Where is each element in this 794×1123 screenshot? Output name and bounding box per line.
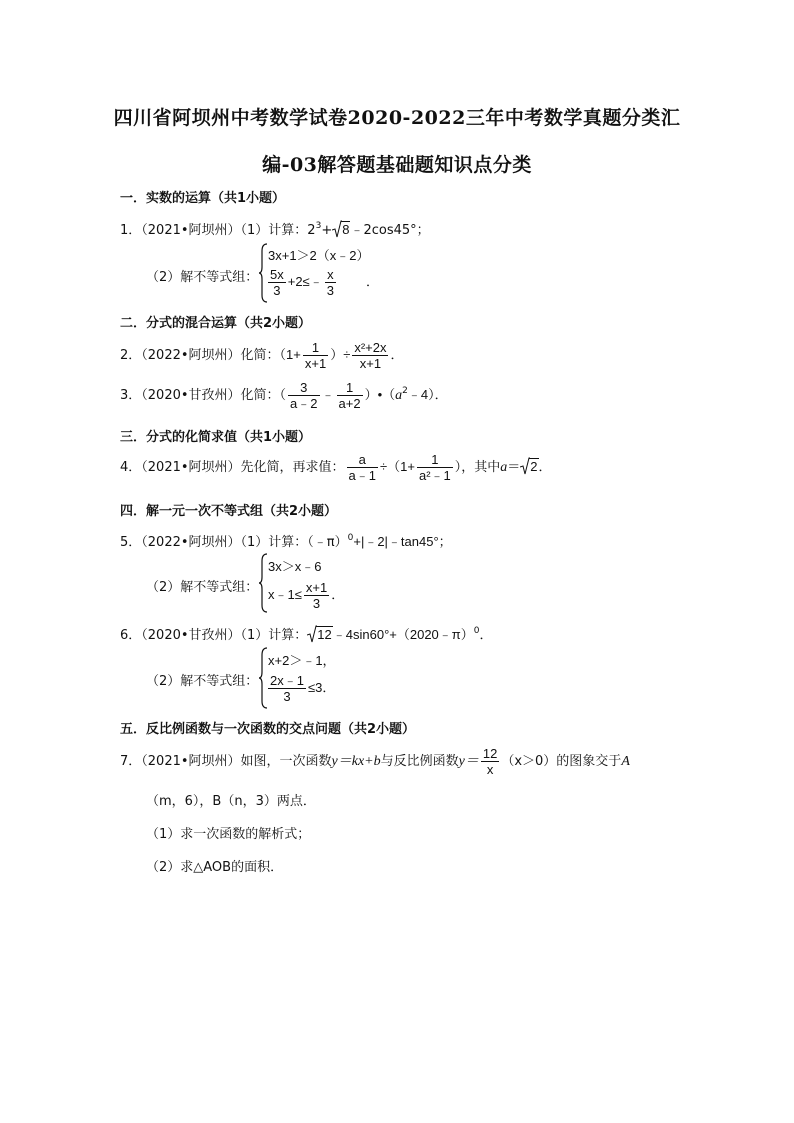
fraction-numerator: a <box>347 452 378 468</box>
question-4-divide: ÷（1+ <box>380 459 415 474</box>
question-6-exponent: 0 <box>473 626 480 636</box>
fraction-numerator: 2x﹣1 <box>270 673 304 688</box>
fraction-denominator: a﹣1 <box>348 468 376 483</box>
question-1-row-2-mid: +2≤﹣ <box>287 273 323 289</box>
section-heading-2: 二．分式的混合运算（共2小题） <box>120 316 312 331</box>
fraction <box>304 580 329 611</box>
fraction-denominator: a+2 <box>338 396 361 411</box>
question-7-points: （m，6），B（n，3）两点． <box>146 794 316 809</box>
question-4-prefix: 4．（2021•阿坝州）先化简，再求值： <box>120 460 345 475</box>
question-6-system-row-1: x+2＞﹣1， <box>268 653 336 668</box>
question-6-system-row-2 <box>266 673 335 704</box>
question-1-radicand: 8 <box>342 222 350 237</box>
fraction-denominator: x <box>486 762 494 777</box>
question-6-inequality-system <box>258 647 398 709</box>
fraction <box>337 380 363 411</box>
sqrt-symbol <box>520 458 538 475</box>
question-1-exponent: 3 <box>315 221 322 231</box>
fraction-denominator: x+1 <box>359 356 382 371</box>
question-5-system-row-2 <box>268 580 344 611</box>
question-2-end: ． <box>390 348 404 363</box>
document-title-line-1: 四川省阿坝州中考数学试卷2020-2022三年中考数学真题分类汇 <box>113 107 681 129</box>
question-7-sub-question-2: （2）求△AOB的面积． <box>146 860 284 875</box>
fraction-numerator: 5x <box>270 267 284 282</box>
document-title-line-2: 编-03解答题基础题知识点分类 <box>262 154 532 176</box>
question-7-prefix: 7．（2021•阿坝州）如图，一次函数 <box>120 754 332 769</box>
question-7-tail: 的图象交于 <box>556 754 622 769</box>
question-7-middle-text: 与反比例函数 <box>380 754 459 769</box>
question-7-condition: （x＞0） <box>501 754 557 769</box>
fraction <box>347 452 378 483</box>
question-2-paren-open: （1+ <box>279 347 301 362</box>
question-4-end: ． <box>538 460 552 475</box>
brace-icon <box>258 553 268 613</box>
question-1-system-row-2 <box>266 267 379 298</box>
question-7-linear-function: y＝kx+b <box>331 754 381 769</box>
fraction <box>352 340 388 371</box>
question-3-exponent: 2 <box>402 386 408 396</box>
question-1-part-2-label: （2）解不等式组： <box>146 270 259 285</box>
fraction-numerator: 1 <box>303 340 328 356</box>
question-1-system-row-1: 3x+1＞2（x﹣2） <box>268 248 370 263</box>
fraction-numerator: x²+2x <box>354 340 387 355</box>
fraction <box>417 452 453 483</box>
fraction-denominator: 3 <box>283 689 291 704</box>
question-5-part-2-label: （2）解不等式组： <box>146 580 259 595</box>
question-5-exponent: 0 <box>347 533 354 543</box>
question-5-prefix: 5．（2022•阿坝州）（1）计算：（﹣π） <box>120 535 348 550</box>
question-6 <box>120 624 493 643</box>
question-7 <box>120 746 630 777</box>
section-heading-4: 四．解一元一次不等式组（共2小题） <box>120 504 338 519</box>
question-4 <box>120 452 552 483</box>
question-4-equals: ＝ <box>507 460 521 475</box>
question-4-radicand: 2 <box>530 459 538 474</box>
question-5-system-row-1: 3x＞x﹣6 <box>268 559 322 574</box>
question-6-end: ． <box>479 628 493 643</box>
question-1-inequality-system <box>258 243 398 303</box>
fraction-denominator: 3 <box>326 283 334 298</box>
question-7-point-a: A <box>621 754 630 769</box>
fraction-denominator: 3 <box>312 596 321 611</box>
fraction <box>268 267 286 298</box>
fraction <box>303 340 328 371</box>
question-7-inverse-function: y＝ <box>458 754 479 769</box>
question-6-row-2-right: ≤3． <box>307 679 336 695</box>
question-1 <box>120 219 430 238</box>
question-5-rest: +|﹣2|﹣tan45°； <box>353 534 452 549</box>
fraction-numerator: x+1 <box>305 580 328 595</box>
fraction-denominator: 3 <box>273 283 281 298</box>
question-3-dot: ）•（ <box>364 387 396 402</box>
question-3-prefix: 3．（2020•甘孜州）化简： <box>120 388 280 403</box>
question-5-end: ． <box>331 586 345 602</box>
fraction-numerator: 1 <box>337 380 363 396</box>
question-5-row-2-left: x﹣1≤ <box>268 586 302 602</box>
section-heading-3: 三．分式的化简求值（共1小题） <box>120 430 312 445</box>
sqrt-symbol <box>307 626 332 643</box>
question-3 <box>120 380 448 411</box>
question-1-plus: + <box>321 223 333 238</box>
sqrt-symbol <box>332 221 350 238</box>
section-heading-5: 五．反比例函数与一次函数的交点问题（共2小题） <box>120 722 416 737</box>
question-6-rest: ﹣4sin60°+（2020﹣π） <box>332 627 474 642</box>
fraction-numerator: 3 <box>288 380 319 396</box>
fraction <box>268 673 306 704</box>
fraction <box>288 380 319 411</box>
fraction-numerator: 1 <box>417 452 453 468</box>
question-5-inequality-system <box>258 553 398 613</box>
question-2-divide: ）÷ <box>330 347 351 362</box>
section-heading-1: 一．实数的运算（共1小题） <box>120 191 286 206</box>
question-2 <box>120 340 404 371</box>
question-1-end: ． <box>365 273 379 289</box>
question-3-minus: ﹣ <box>321 387 335 402</box>
question-6-part-2-label: （2）解不等式组： <box>146 674 259 689</box>
question-6-radicand: 12 <box>317 627 332 642</box>
question-7-sub-question-1: （1）求一次函数的解析式； <box>146 827 311 842</box>
fraction-denominator: a﹣2 <box>290 396 318 411</box>
question-1-prefix: 1．（2021•阿坝州）（1）计算：2 <box>120 223 316 238</box>
question-2-prefix: 2．（2022•阿坝州）化简： <box>120 348 280 363</box>
fraction <box>325 267 336 298</box>
question-5 <box>120 531 452 550</box>
fraction-numerator: 12 <box>482 746 498 761</box>
question-6-prefix: 6．（2020•甘孜州）（1）计算： <box>120 628 308 643</box>
fraction-denominator: x+1 <box>304 356 327 371</box>
question-3-rest: ﹣4）． <box>407 387 448 402</box>
question-3-variable: a <box>395 388 403 403</box>
question-4-variable: a <box>500 460 508 475</box>
fraction-denominator: a²﹣1 <box>418 468 451 483</box>
question-4-where: ），其中 <box>454 460 501 475</box>
fraction-numerator: x <box>325 267 336 283</box>
question-1-rest: ﹣2cos45°； <box>350 223 430 238</box>
fraction <box>481 746 499 777</box>
question-3-paren-open: （ <box>279 387 287 402</box>
